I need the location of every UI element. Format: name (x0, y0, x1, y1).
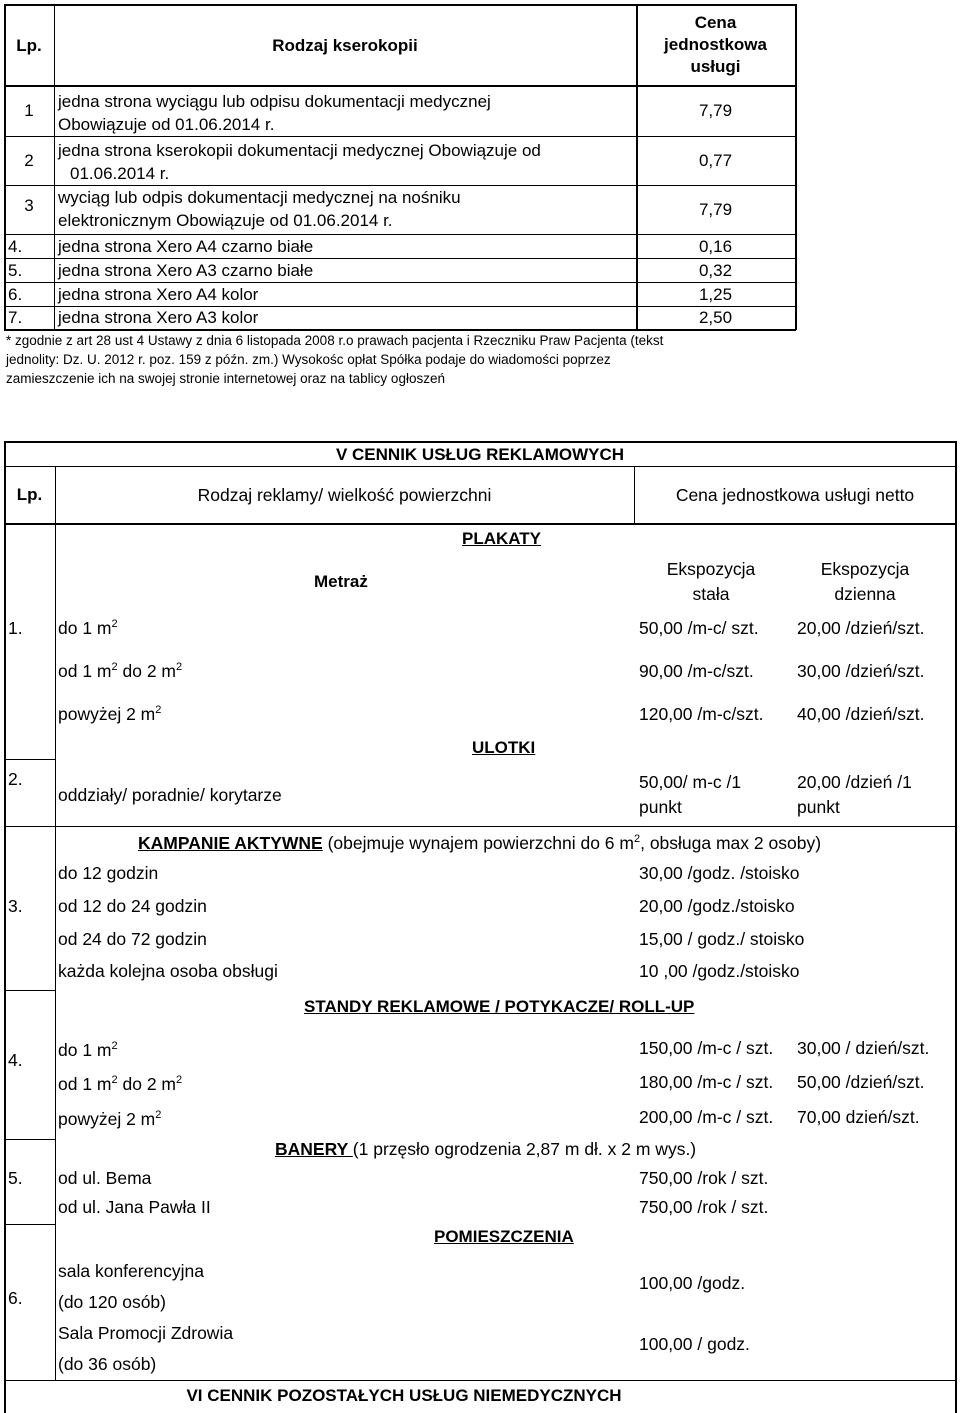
pomieszczenia-row2-price: 100,00 / godz. (639, 1334, 750, 1354)
kampanie-row1-price: 30,00 /godz. /stoisko (639, 863, 800, 883)
table2-header-rodzaj: Rodzaj reklamy/ wielkość powierzchni (197, 485, 492, 505)
section-vi-title: VI CENNIK POZOSTAŁYCH USŁUG NIEMEDYCZNYCH (186, 1386, 622, 1405)
plakaty-row3-stala: 120,00 /m-c/szt. (639, 704, 764, 724)
table2-header-lp: Lp. (16, 485, 43, 504)
standy-row3-label: powyżej 2 $m^2$ (58, 1109, 162, 1129)
table1-row7-text: jedna strona Xero A3 kolor (58, 308, 259, 327)
kampanie-row4-label: każda kolejna osoba obsługi (58, 961, 278, 981)
table1-row7-price: 2,50 (698, 308, 733, 327)
table1-header-cena: Cena jednostkowa usługi (664, 13, 767, 76)
ulotki-lp: 2. (8, 769, 23, 789)
banery-lp: 5. (8, 1168, 23, 1188)
table2-header-cena: Cena jednostkowa usługi netto (675, 485, 915, 505)
plakaty-row2-stala: 90,00 /m-c/szt. (639, 661, 754, 681)
plakaty-lp: 1. (8, 618, 23, 638)
table1-row1-lp: 1 (24, 101, 34, 120)
table1-row3-text: wyciąg lub odpis dokumentacji medycznej na nośniku elektronicznym Obowiązuje od 01.06.2014 r. (58, 188, 461, 230)
ulotki-label: oddziały/ poradnie/ korytarze (58, 785, 282, 805)
banery-row2-price: 750,00 /rok / szt. (639, 1197, 769, 1217)
kampanie-heading: KAMPANIE AKTYWNE (obejmuje wynajem powierzchni do 6 $m^2$, obsługa max 2 osoby) (138, 833, 822, 853)
standy-lp: 4. (8, 1050, 23, 1070)
table1-row1-text: jedna strona wyciągu lub odpisu dokumentacji medycznej Obowiązuje od 01.06.2014 r. (58, 92, 491, 134)
table1-row2-price: 0,77 (698, 151, 733, 170)
standy-row3-stala: 200,00 /m-c / szt. (639, 1107, 774, 1127)
table1-footnote: * zgodnie z art 28 ust 4 Ustawy z dnia 6 listopada 2008 r.o prawach pacjenta i Rzeczniku Praw Pacjenta (tekst jednolity: Dz. U. 2012 r. poz. 159 z późn. zm.) Wysokośc opłat Spółka podaje do wiadomości poprzez zamieszczenie ich na swojej stronie internetowej oraz na tablicy ogłoszeń (6, 333, 664, 386)
pomieszczenia-row2-label: Sala Promocji Zdrowia (do 36 osób) (58, 1323, 234, 1374)
kampanie-row4-price: 10 ,00 /godz./stoisko (639, 961, 800, 981)
ulotki-heading: ULOTKI (472, 738, 536, 757)
kampanie-row2-label: od 12 do 24 godzin (58, 896, 207, 916)
table1-header-rodzaj: Rodzaj kserokopii (272, 36, 418, 55)
table1-row4-price: 0,16 (698, 237, 733, 256)
kampanie-row3-price: 15,00 / godz./ stoisko (639, 929, 805, 949)
table1-row6-price: 1,25 (698, 285, 733, 304)
plakaty-heading: PLAKATY (462, 529, 542, 548)
standy-heading: STANDY REKLAMOWE / POTYKACZE/ ROLL-UP (304, 997, 695, 1016)
kampanie-row3-label: od 24 do 72 godzin (58, 929, 207, 949)
standy-row2-dzienna: 50,00 /dzień/szt. (797, 1072, 925, 1092)
table1-row5-text: jedna strona Xero A3 czarno białe (58, 261, 314, 280)
pomieszczenia-row1-price: 100,00 /godz. (639, 1273, 746, 1293)
table1-row6-lp: 6. (8, 285, 23, 304)
table1-row6-text: jedna strona Xero A4 kolor (58, 285, 259, 304)
standy-row2-stala: 180,00 /m-c / szt. (639, 1072, 774, 1092)
plakaty-metraz: Metraż (314, 572, 368, 591)
table1-row2-text: jedna strona kserokopii dokumentacji medycznej Obowiązuje od 01.06.2014 r. (58, 141, 541, 183)
table2-title: V CENNIK USŁUG REKLAMOWYCH (335, 445, 625, 464)
table1-row7-lp: 7. (8, 308, 23, 327)
table1-row4-text: jedna strona Xero A4 czarno białe (58, 237, 314, 256)
banery-heading: BANERY (1 przęsło ogrodzenia 2,87 m dł. x 2 m wys.) (275, 1139, 697, 1159)
standy-row1-label: do 1 $m^2$ (58, 1040, 118, 1060)
banery-row2-label: od ul. Jana Pawła II (58, 1197, 211, 1217)
table1-row5-lp: 5. (8, 261, 23, 280)
plakaty-row2-label: od 1 $m^2$ do 2 $m^2$ (58, 661, 183, 681)
standy-row3-dzienna: 70,00 dzień/szt. (797, 1107, 920, 1127)
plakaty-row3-label: powyżej 2 $m^2$ (58, 704, 162, 724)
table1-row4-lp: 4. (8, 237, 23, 256)
standy-row1-stala: 150,00 /m-c / szt. (639, 1038, 774, 1058)
pomieszczenia-lp: 6. (8, 1288, 23, 1308)
plakaty-ekspozycja-stala: Ekspozycja stała (666, 559, 756, 604)
ulotki-dzienna: 20,00 /dzień /1 punkt (797, 772, 912, 817)
table1-row1-price: 7,79 (698, 101, 733, 120)
pomieszczenia-heading: POMIESZCZENIA (434, 1227, 574, 1246)
banery-row1-label: od ul. Bema (58, 1168, 152, 1188)
table1-row5-price: 0,32 (698, 261, 733, 280)
standy-row1-dzienna: 30,00 / dzień/szt. (797, 1038, 930, 1058)
plakaty-row1-stala: 50,00 /m-c/ szt. (639, 618, 759, 638)
ulotki-stala: 50,00/ m-c /1 punkt (639, 772, 742, 817)
kampanie-row2-price: 20,00 /godz./stoisko (639, 896, 795, 916)
plakaty-row1-dzienna: 20,00 /dzień/szt. (797, 618, 925, 638)
plakaty-row3-dzienna: 40,00 /dzień/szt. (797, 704, 925, 724)
banery-row1-price: 750,00 /rok / szt. (639, 1168, 769, 1188)
plakaty-ekspozycja-dzienna: Ekspozycja dzienna (820, 559, 910, 604)
kampanie-row1-label: do 12 godzin (58, 863, 159, 883)
plakaty-row1-label: do 1 $m^2$ (58, 618, 118, 638)
table1-row3-price: 7,79 (698, 200, 733, 219)
standy-row2-label: od 1 $m^2$ do 2 $m^2$ (58, 1074, 183, 1094)
table1-header-lp: Lp. (16, 36, 42, 55)
kampanie-lp: 3. (8, 896, 23, 916)
plakaty-row2-dzienna: 30,00 /dzień/szt. (797, 661, 925, 681)
pomieszczenia-row1-label: sala konferencyjna (do 120 osób) (58, 1261, 204, 1312)
table1-row2-lp: 2 (24, 151, 34, 170)
table1-row3-lp: 3 (24, 196, 34, 215)
